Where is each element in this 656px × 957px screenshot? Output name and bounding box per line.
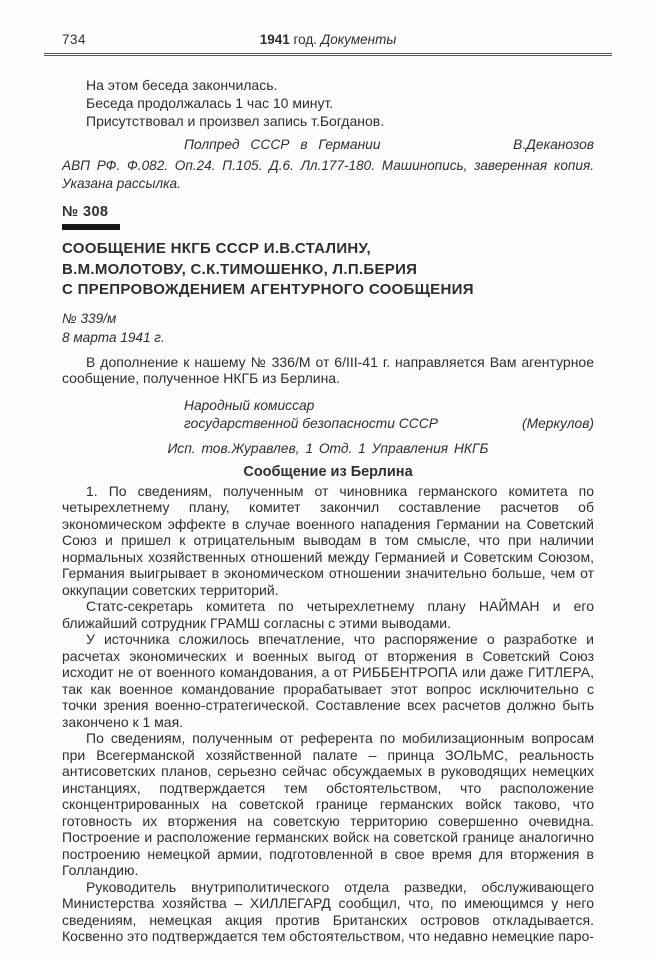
executor-line: Исп. тов.Журавлев, 1 Отд. 1 Управления НКГБ [167, 440, 489, 456]
signatory-role-line: Народный комиссар [184, 397, 315, 413]
document-meta-date: 8 марта 1941 г. [62, 330, 165, 345]
signatory-block [62, 397, 594, 434]
page-header [44, 32, 612, 56]
message-paragraph: Руководитель внутриполитического отдела разведки, обслуживающего Министерства хозяйства – ХИЛЛЕГАРД сообщил, что, по имеющимся у него сведениям, немецкая акция против Британских островов откладывается. Косвенно это подтверждается тем обстоятельством, что недавно немецкие паро- [62, 878, 594, 944]
message-paragraph: Статс-секретарь комитета по четырехлетнему плану НАЙМАН и его ближайший сотрудник ГРАМШ согласны с этими выводами. [62, 598, 594, 631]
document-meta [62, 309, 594, 348]
document-title-line: С ПРЕПРОВОЖДЕНИЕМ АГЕНТУРНОГО СООБЩЕНИЯ [62, 281, 474, 298]
closing-line: Беседа продолжалась 1 час 10 минут. [86, 95, 334, 111]
archive-reference: АВП РФ. Ф.082. Оп.24. П.105. Д.6. Лл.177-180. Машинопись, заверенная копия. Указана рассылка. [62, 158, 594, 191]
closing-line: На этом беседа закончилась. [86, 77, 278, 93]
edition-word: год. [293, 32, 317, 47]
document-number-underline [62, 224, 120, 230]
signature-role: Полпред СССР в Германии [184, 137, 381, 152]
document-number-block [62, 203, 594, 230]
message-paragraph: 1. По сведениям, полученным от чиновника германского комитета по четырехлетнему плану, комитет закончил составление расчетов об экономическом эффекте в случае военного нападения Германии на Советский Союз и пришел к отрицательным выводам в том смысле, что при наличии нормальных хозяйственных отношений между Германией и Советским Союзом, Германия выигрывает в экономическом отношении значительно больше, чем от оккупации советских территорий. [62, 482, 594, 598]
signatory-role-row [184, 415, 594, 434]
message-paragraph: По сведениям, полученным от референта по мобилизационным вопросам при Всегерманской хозяйственной палате – принца ЗОЛЬМС, реальность антисоветских планов, серьезно сейчас обсуждаемых в руководящих немецких инстанциях, подтверждается тем обстоятельством, что расположение сконцентрированных на советской границе германских войск таково, что готовность их вторжения на советскую территорию совершенно очевидна. Построение и расположение германских войск на советской границе аналогично построению немецкой армии, подготовленной в свое время для вторжения в Голландию. [62, 730, 594, 878]
document-title-line: В.М.МОЛОТОВУ, С.К.ТИМОШЕНКО, Л.П.БЕРИЯ [62, 260, 418, 278]
page-number: 734 [62, 32, 87, 47]
closing-line: Присутствовал и произвел запись т.Богданов. [86, 113, 385, 129]
signature-name: В.Деканозов [513, 137, 594, 152]
edition-title [44, 32, 612, 47]
edition-year: 1941 [259, 32, 290, 47]
document-meta-number: № 339/м [62, 310, 117, 326]
document-number: № 308 [62, 204, 109, 220]
document-title [62, 239, 594, 301]
document-title-line: СООБЩЕНИЕ НКГБ СССР И.В.СТАЛИНУ, [62, 240, 371, 257]
message-heading: Сообщение из Берлина [243, 463, 413, 480]
edition-series: Документы [320, 32, 397, 47]
previous-doc-signature [62, 136, 594, 154]
message-paragraph: У источника сложилось впечатление, что распоряжение о разработке и расчетах экономических и военных выгод от вторжения в Советский Союз исходит не от военного командования, а от РИББЕНТРОПА или даже ГИТЛЕРА, так как военное командование прорабатывает этот вопрос исключительно с точки зрения военно-стратегической. Составление всех расчетов должно быть закончено к 1 мая. [62, 631, 594, 730]
forwarding-paragraph: В дополнение к нашему № 336/М от 6/III-41 г. направляется Вам агентурное сообщение, полученное НКГБ из Берлина. [62, 353, 594, 386]
message-body [62, 483, 594, 945]
previous-doc-closing [62, 76, 594, 130]
signatory-role-line: государственной безопасности СССР [184, 416, 438, 431]
signatory-name: (Меркулов) [522, 416, 594, 431]
